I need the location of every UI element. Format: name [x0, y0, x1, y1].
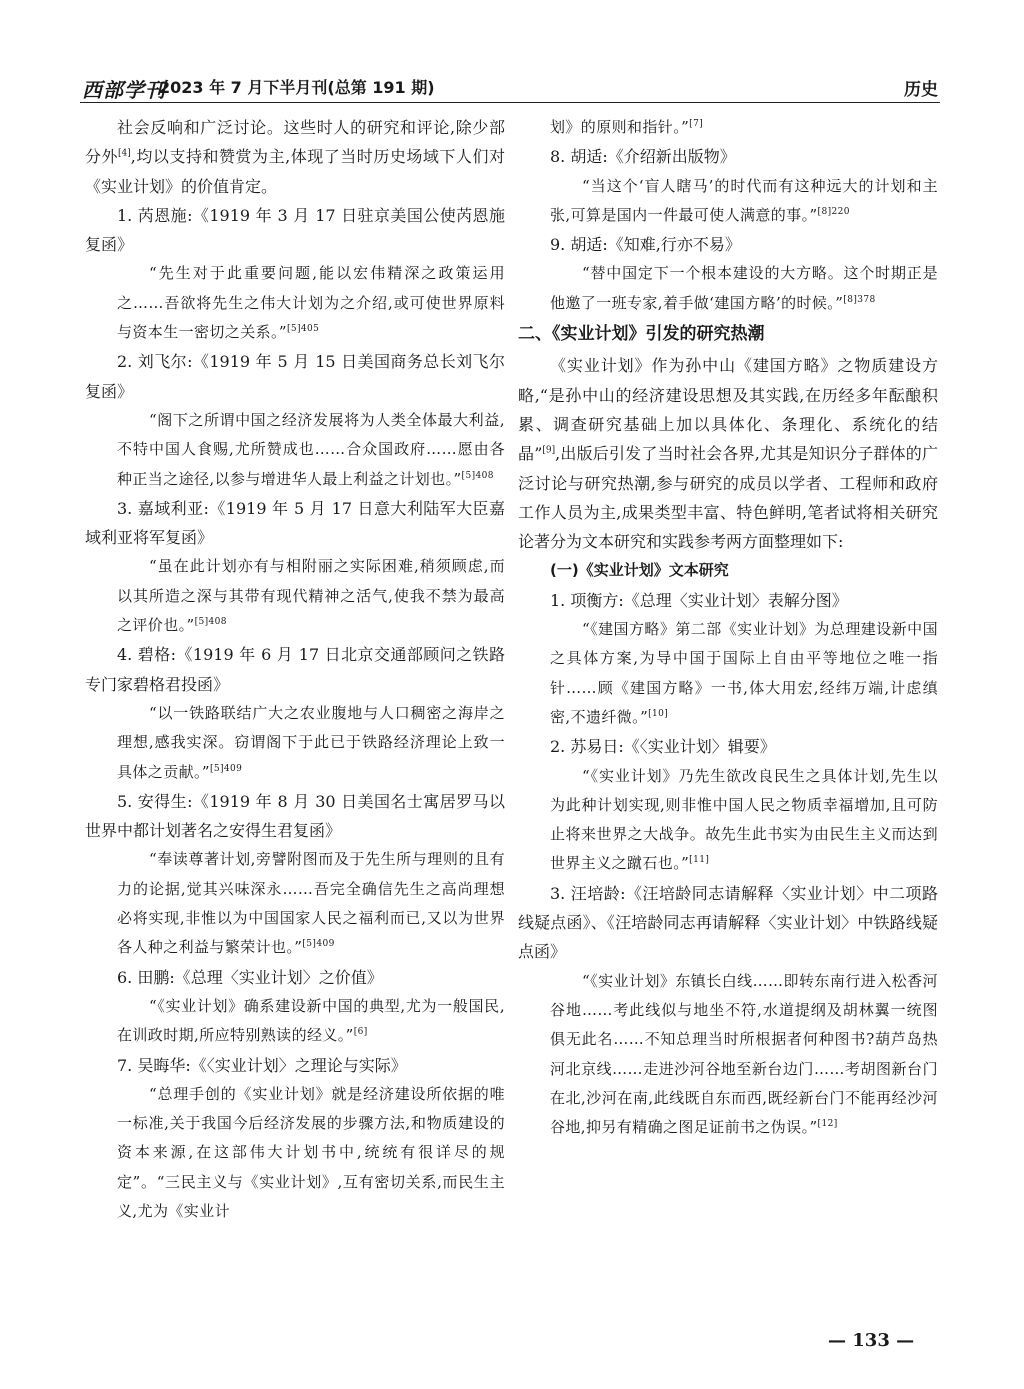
quotation	[518, 615, 938, 732]
text: 划》的原则和指针。”	[550, 118, 690, 136]
text: “替中国定下一个根本建设的大方略。这个时期正是他邀了一班专家,着手做‘建国方略’的时候。”	[550, 264, 938, 312]
text: 二、《实业计划》引发的研究热潮	[518, 324, 765, 345]
quotation	[85, 259, 505, 347]
text: 4. 碧格:《1919 年 6 月 17 日北京交通部顾问之铁路专门家碧格君投函》	[85, 645, 505, 694]
citation-item	[85, 494, 505, 553]
left-column	[85, 113, 505, 1226]
citation-item	[85, 787, 505, 846]
quotation	[85, 699, 505, 787]
body-paragraph	[518, 351, 938, 556]
body-paragraph	[85, 113, 505, 201]
quotation-continued	[518, 113, 938, 142]
page-number: — 133 —	[828, 1330, 915, 1351]
citation-ref: [7]	[689, 119, 704, 129]
quotation	[85, 406, 505, 494]
text: “《建国方略》第二部《实业计划》为总理建设新中国之具体方案,为导中国于国际上自由平等地位之唯一指针……顾《建国方略》一书,体大用宏,经纬万端,计虑缜密,不遗纤微。”	[550, 620, 938, 726]
right-column	[518, 113, 938, 1142]
section-heading	[518, 320, 938, 349]
text: “《实业计划》确系建设新中国的典型,尤为一般国民,在训政时期,所应特别熟读的经义。”	[117, 996, 505, 1045]
text: 6. 田鹏:《总理〈实业计划〉之价值》	[117, 967, 383, 987]
citation-item	[85, 1051, 505, 1080]
quotation	[85, 552, 505, 640]
text: 8. 胡适:《介绍新出版物》	[550, 147, 736, 167]
quotation	[518, 762, 938, 879]
text: 9. 胡适:《知难,行亦不易》	[550, 235, 741, 255]
citation-ref: [8]220	[817, 206, 850, 217]
text: “《实业计划》乃先生欲改良民生之具体计划,先生以为此种计划实现,则非惟中国人民之物质幸福增加,且可防止将来世界之大战争。故先生此书实为由民生主义而达到世界主义之蹴石也。”	[550, 766, 938, 873]
journal-logo: 西部学刊	[82, 78, 166, 102]
citation-ref: [5]409	[209, 763, 243, 774]
citation-ref: [5]408	[461, 470, 494, 481]
text: 1. 芮恩施:《1919 年 3 月 17 日驻京美国公使芮恩施复函》	[85, 205, 505, 255]
text: 社会反响和广泛讨论。这些时人的研究和评论,除少部分外	[85, 118, 505, 167]
citation-ref: [10]	[648, 708, 669, 719]
citation-ref: [5]408	[194, 617, 227, 628]
issue-info: 2023 年 7 月下半月刊(总第 191 期)	[159, 78, 435, 97]
citation-item	[518, 142, 938, 171]
subsection-heading	[518, 556, 938, 585]
citation-ref: [6]	[353, 1027, 368, 1038]
citation-item	[518, 586, 938, 615]
text: 1. 项衡方:《总理〈实业计划〉表解分图》	[550, 590, 848, 610]
quotation	[518, 967, 938, 1143]
citation-item	[85, 201, 505, 260]
citation-ref: [12]	[817, 1119, 838, 1130]
section-title: 历史	[904, 80, 938, 100]
text: 3. 汪培龄:《汪培龄同志请解释〈实业计划〉中二项路线疑点函》、《汪培龄同志再请解释〈实业计划〉中铁路线疑点函》	[518, 883, 938, 962]
citation-ref: [4]	[118, 148, 131, 159]
text: “总理手创的《实业计划》就是经济建设所依据的唯一标准,关于我国今后经济发展的步骤方法,和物质建设的资本来源,在这部伟大计划书中,统统有很详尽的规定”。“三民主义与《实业计划》,互有密切关系,而民生主义,尤为《实业计	[117, 1084, 505, 1220]
citation-item	[518, 879, 938, 967]
citation-item	[85, 347, 505, 406]
quotation	[518, 172, 938, 231]
text: “阁下之所谓中国之经济发展将为人类全体最大利益,不特中国人食赐,尤所赞成也……合众国政府……愿由各种正当之途径,以参与增进华人最上利益之计划也。”	[117, 410, 505, 488]
citation-ref: [5]409	[302, 939, 335, 950]
citation-item	[518, 230, 938, 259]
citation-ref: [8]378	[843, 294, 876, 305]
header-rule	[80, 102, 940, 103]
text: “虽在此计划亦有与相附丽之实际困难,稍须顾虑,而以其所造之深与其带有现代精神之活气,使我不禁为最高之评价也。”	[117, 557, 505, 635]
quotation	[518, 259, 938, 318]
text: 《实业计划》作为孙中山《建国方略》之物质建设方略,“是孙中山的经济建设思想及其实践,在历经多年酝酿积累、调查研究基础上加以具体化、条理化、系统化的结晶”	[518, 356, 938, 464]
text: “《实业计划》东镇长白线……即转东南行进入松香河谷地……考此线似与地坐不符,水道提纲及胡林翼一统图俱无此名……不知总理当时所根据者何种图书?葫芦岛热河北京线……走进沙河谷地至新台边门……考胡图新台门在北,沙河在南,此线既自东而西,既经新台门不能再经沙河谷地,抑另有精确之图足证前书之伪误。”	[550, 971, 938, 1137]
citation-item	[518, 732, 938, 761]
text: “先生对于此重要问题,能以宏伟精深之政策运用之……吾欲将先生之伟大计划为之介绍,或可使世界原料与资本生一密切之关系。”	[117, 264, 505, 342]
citation-item	[85, 963, 505, 992]
citation-ref: [11]	[689, 855, 710, 866]
quotation	[85, 992, 505, 1051]
quotation	[85, 845, 505, 962]
citation-item	[85, 640, 505, 699]
text-tail: ,出版后引发了当时社会各界,尤其是知识分子群体的广泛讨论与研究热潮,参与研究的成员以学者、工程师和政府工作人员为主,成果类型丰富、特色鲜明,笔者试将相关研究论著分为文本研究和实践参考两方面整理如下:	[518, 444, 938, 552]
citation-ref: [5]405	[286, 324, 320, 335]
text: 3. 嘉域利亚:《1919 年 5 月 17 日意大利陆军大臣嘉域利亚将军复函》	[85, 498, 505, 548]
text: “以一铁路联结广大之农业腹地与人口稠密之海岸之理想,感我实深。窃谓阁下于此已于铁路经济理论上致一具体之贡献。”	[117, 703, 505, 781]
text: 7. 吴晦华:《〈实业计划〉之理论与实际》	[117, 1055, 407, 1075]
page-header	[80, 70, 940, 106]
text: 2. 刘飞尔:《1919 年 5 月 15 日美国商务总长刘飞尔复函》	[85, 352, 505, 401]
text: (一)《实业计划》文本研究	[550, 561, 729, 580]
text: 5. 安得生:《1919 年 8 月 30 日美国名士寓居罗马以世界中都计划著名之安得生君复函》	[85, 791, 505, 841]
quotation	[85, 1080, 505, 1226]
text: 2. 苏易日:《〈实业计划〉辑要》	[550, 737, 776, 757]
text-tail: ,均以支持和赞赏为主,体现了当时历史场域下人们对《实业计划》的价值肯定。	[85, 147, 505, 196]
text: “奉读尊著计划,旁譬附图而及于先生所与理则的且有力的论据,觉其兴味深永……吾完全确信先生之高尚理想必将实现,非惟以为中国国家人民之福利而已,又以为世界各人种之利益与繁荣计也。”	[117, 850, 505, 957]
citation-ref: [9]	[542, 445, 556, 456]
text: “当这个‘盲人瞎马’的时代而有这种远大的计划和主张,可算是国内一件最可使人满意的事。”	[550, 176, 938, 224]
